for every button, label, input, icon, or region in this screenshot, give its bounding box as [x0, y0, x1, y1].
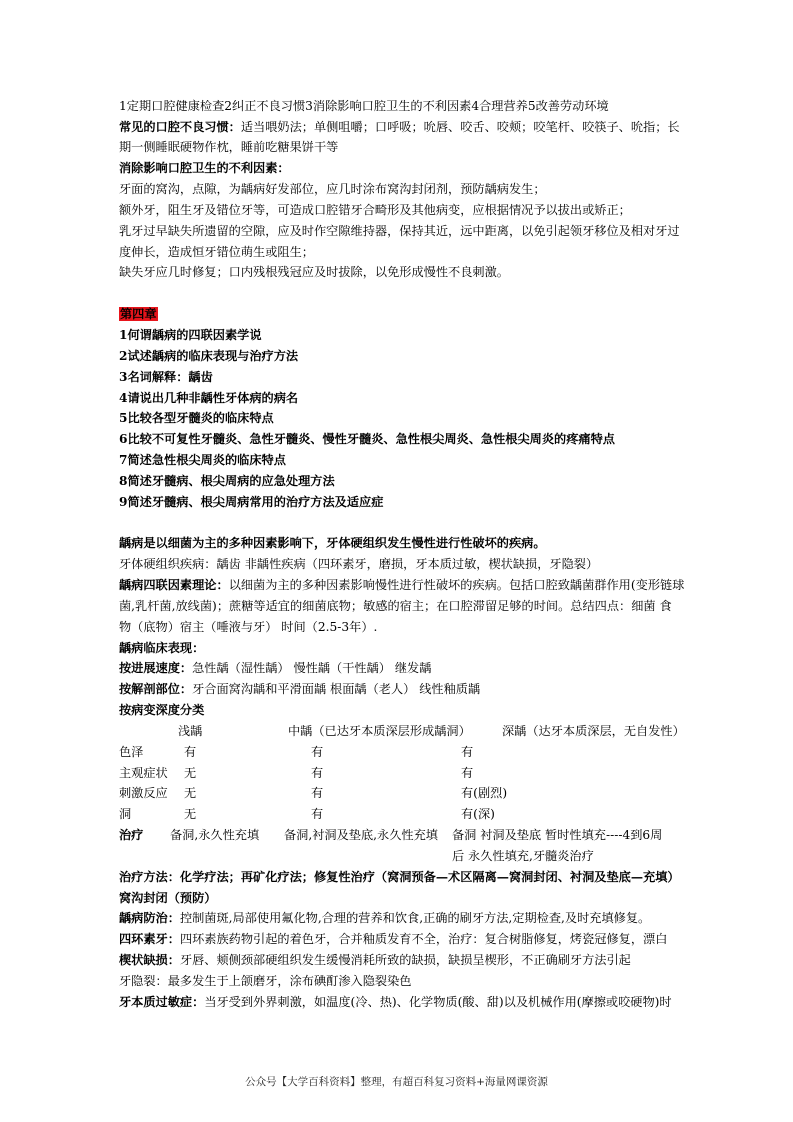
question-item: 3名词解释：龋齿 [119, 370, 213, 384]
question-item: 9简述牙髓病、根尖周病常用的治疗方法及适应症 [119, 495, 384, 509]
text-line: 乳牙过早缺失所遗留的空隙，应及时作空隙维持器，保持其近，远中距离，以免引起领牙移位及相对牙过 [119, 224, 680, 238]
term-body: 牙合面窝沟龋和平滑面龋 根面龋（老人） 线性釉质龋 [192, 682, 481, 696]
table-header: 中龋（已达牙本质深层形成龋洞） [288, 724, 471, 738]
text-line [119, 681, 480, 697]
text-line: 牙面的窝沟，点隙，为龋病好发部位，应几时涂布窝沟封闭剂，预防龋病发生； [119, 182, 546, 196]
bold-term: 常见的口腔不良习惯： [119, 120, 241, 134]
term-body: 牙唇、颊侧颈部硬组织发生缓慢消耗所致的缺损，缺损呈楔形，不正确刷牙方法引起 [179, 953, 631, 967]
text-line: 期一侧睡眠硬物作枕，睡前吃糖果饼干等 [119, 140, 339, 154]
table-cell: 后 永久性填充,牙髓炎治疗 [452, 849, 594, 863]
text-line: 物（底物）宿主（唾液与牙） 时间（2.5-3年）. [119, 620, 378, 634]
bold-term: 四环素牙： [119, 932, 180, 946]
term-body: 以细菌为主的多种因素影响慢性进行性破坏的疾病。包括口腔致龋菌群作用(变形链球 [228, 578, 685, 592]
section-heading: 按病变深度分类 [119, 703, 205, 717]
table-cell: 有 [461, 766, 474, 780]
table-row-label: 刺激反应 [119, 786, 168, 800]
table-cell: 有 [184, 745, 197, 759]
bold-term: 龋病四联因素理论： [119, 578, 229, 592]
question-item: 4请说出几种非龋性牙体病的病名 [119, 391, 299, 405]
question-item: 8简述牙髓病、根尖周病的应急处理方法 [119, 474, 335, 488]
table-cell: 备洞,衬洞及垫底,永久性充填 [284, 828, 438, 842]
question-item: 7简述急性根尖周炎的临床特点 [119, 453, 286, 467]
page-footer: 公众号【大学百科资料】整理，有超百科复习资料+海量网课资源 [245, 1076, 548, 1088]
text-line [119, 994, 672, 1010]
text-line [119, 660, 431, 676]
table-cell: 有 [311, 745, 324, 759]
section-heading: 消除影响口腔卫生的不利因素： [119, 161, 290, 175]
bold-term: 龋病防治： [119, 911, 180, 925]
term-body: 适当喂奶法；单侧咀嚼；口呼吸；吮唇、咬舌、咬颊；咬笔杆、咬筷子、吮指；长 [240, 120, 680, 134]
definition: 龋病是以细菌为主的多种因素影响下，牙体硬组织发生慢性进行性破坏的疾病。 [119, 536, 546, 550]
table-cell: 无 [184, 766, 197, 780]
text-line: 1定期口腔健康检查2纠正不良习惯3消除影响口腔卫生的不利因素4合理营养5改善劳动环境 [119, 99, 609, 113]
table-cell: 备洞 衬洞及垫底 暂时性填充----4到6周 [452, 828, 663, 842]
question-item: 6比较不可复性牙髓炎、急性牙髓炎、慢性牙髓炎、急性根尖周炎、急性根尖周炎的疼痛特点 [119, 432, 615, 446]
table-cell: 无 [184, 807, 197, 821]
text-line: 度伸长，造成恒牙错位萌生或阻生； [119, 245, 314, 259]
bold-term: 牙本质过敏症： [119, 995, 205, 1009]
table-header: 深龋（达牙本质深层，无自发性） [502, 724, 685, 738]
table-cell: 有(深) [461, 807, 495, 821]
table-row-label: 色泽 [119, 745, 144, 759]
text-line [119, 577, 684, 593]
table-cell: 有 [461, 745, 474, 759]
question-item: 5比较各型牙髓炎的临床特点 [119, 411, 274, 425]
term-body: 急性龋（湿性龋） 慢性龋（干性龋） 继发龋 [192, 661, 432, 675]
section-heading: 治疗方法：化学疗法；再矿化疗法；修复性治疗（窝洞预备—术区隔离—窝洞封闭、衬洞及垫底—充填） [119, 870, 680, 884]
table-header: 浅龋 [178, 724, 203, 738]
text-line: 牙体硬组织疾病：龋齿 非龋性疾病（四环素牙，磨损，牙本质过敏，楔状缺损，牙隐裂） [119, 557, 599, 571]
term-body: 当牙受到外界刺激，如温度(冷、热)、化学物质(酸、甜)以及机械作用(摩擦或咬硬物)时 [204, 995, 672, 1009]
text-line [119, 119, 680, 135]
table-cell: 有(剧烈) [461, 786, 508, 800]
term-body: 四环素族药物引起的着色牙，合并釉质发育不全，治疗：复合树脂修复，烤瓷冠修复，漂白 [179, 932, 668, 946]
table-cell: 无 [184, 786, 197, 800]
section-heading: 窝沟封闭（预防） [119, 891, 217, 905]
table-cell: 备洞,永久性充填 [170, 828, 260, 842]
term-body: 控制菌斑,局部使用氟化物,合理的营养和饮食,正确的刷牙方法,定期检查,及时充填修复。 [179, 911, 651, 925]
bold-term: 按解剖部位： [119, 682, 193, 696]
question-item: 1何谓龋病的四联因素学说 [119, 328, 262, 342]
table-cell: 有 [311, 766, 324, 780]
text-line: 牙隐裂：最多发生于上颌磨牙，涂布碘酊渗入隐裂染色 [119, 974, 412, 988]
text-line: 缺失牙应几时修复；口内残根残冠应及时拔除，以免形成慢性不良刺激。 [119, 265, 509, 279]
table-cell: 有 [311, 786, 324, 800]
chapter-heading [119, 306, 158, 322]
text-line [119, 952, 631, 968]
table-cell: 有 [311, 807, 324, 821]
table-row-label: 主观症状 [119, 766, 168, 780]
table-row-label: 治疗 [119, 828, 144, 842]
bold-term: 按进展速度： [119, 661, 193, 675]
bold-term: 楔状缺损： [119, 953, 180, 967]
section-heading: 龋病临床表现： [119, 641, 205, 655]
question-item: 2试述龋病的临床表现与治疗方法 [119, 349, 299, 363]
chapter-label: 第四章 [120, 307, 157, 321]
table-row-label: 洞 [119, 807, 132, 821]
text-line [119, 931, 667, 947]
text-line [119, 910, 650, 926]
text-line: 额外牙，阻生牙及错位牙等，可造成口腔错牙合畸形及其他病变，应根据情况予以拔出或矫正； [119, 203, 631, 217]
text-line: 菌,乳杆菌,放线菌)；蔗糖等适宜的细菌底物；敏感的宿主；在口腔滞留足够的时间。总结四点：细菌 食 [119, 599, 672, 613]
